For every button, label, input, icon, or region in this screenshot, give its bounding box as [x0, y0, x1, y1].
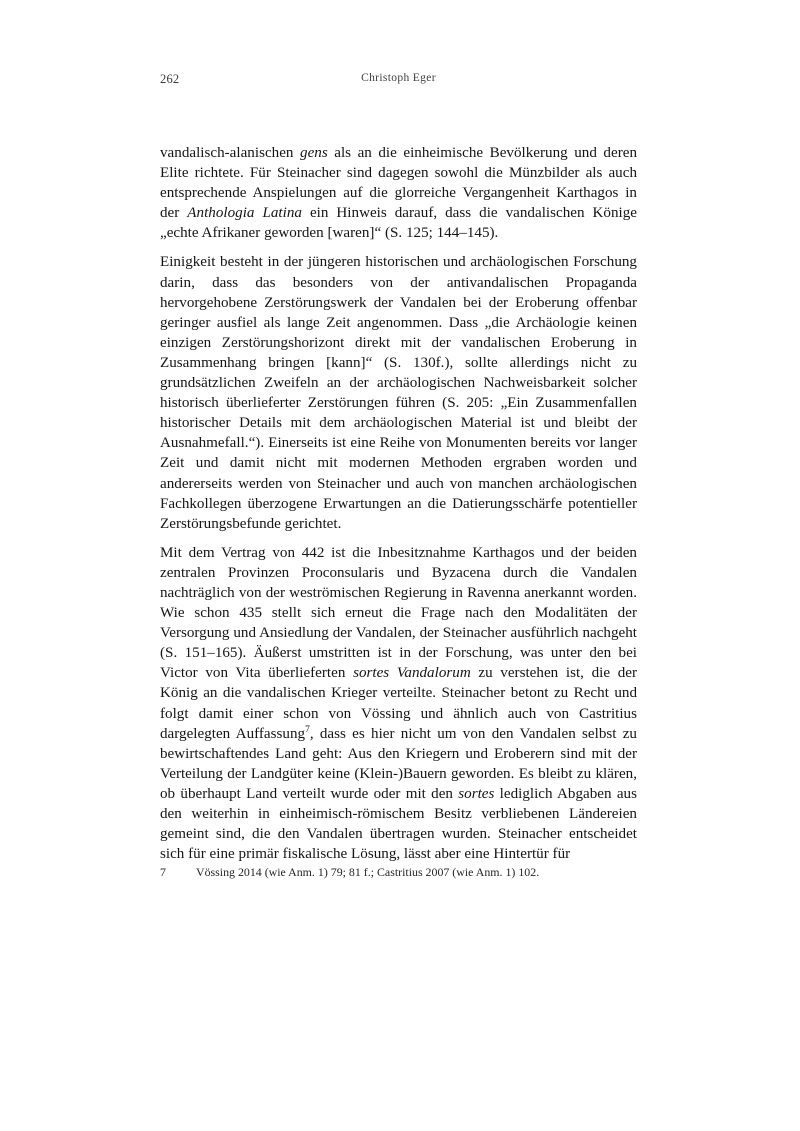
running-head-title: Christoph Eger	[361, 72, 436, 84]
footnote-number: 7	[160, 865, 166, 879]
body-paragraph	[160, 252, 637, 533]
footnote-area	[160, 864, 637, 880]
text-run: Mit dem Vertrag von 442 ist die Inbesitznahme Karthagos und der beiden zentralen Provinzen Proconsularis und Byzacena durch die Vandalen nachträglich von der weströmischen Regierung in Ravenna anerkannt worden. Wie schon 435 stellt sich erneut die Frage nach den Modalitäten der Versorgung und Ansiedlung der Vandalen, der Steinacher ausführlich nachgeht (S. 151–165). Äußerst umstritten ist in der Forschung, was unter den bei Victor von Vita überlieferten	[160, 544, 637, 682]
body-paragraph	[160, 143, 637, 243]
footnote-text: Vössing 2014 (wie Anm. 1) 79; 81 f.; Castritius 2007 (wie Anm. 1) 102.	[196, 865, 540, 879]
text-run: ein Hinweis darauf, dass die vandalischen Könige „echte Afrikaner geworden [waren]“ (S. 125; 144–145).	[160, 205, 637, 242]
main-text-block	[160, 143, 637, 864]
text-run: , dass es hier nicht um von den Vandalen selbst zu bewirtschaftendes Land geht: Aus den Kriegern und Eroberern sind mit der Verteilung der Landgüter keine (Klein-)Bauern geworden. Es bleibt zu klären, ob überhaupt Land verteilt wurde oder mit den	[160, 725, 637, 802]
footnote-reference-marker: 7	[305, 724, 310, 735]
text-run: Einigkeit besteht in der jüngeren historischen und archäologischen Forschung darin, dass das besonders von der antivandalischen Propaganda hervorgehobene Zerstörungswerk der Vandalen bei der Eroberung offenbar geringer ausfiel als lange Zeit angenommen. Dass „die Archäologie keinen einzigen Zerstörungshorizont direkt mit der vandalischen Eroberung in Zusammenhang bringen [kann]“ (S. 130f.), sollte allerdings nicht zu grundsätzlichen Zweifeln an der archäologischen Nachweisbarkeit solcher historisch überlieferter Zerstörungen führen (S. 205: „Ein Zusammenfallen historischer Details mit dem archäologischen Material ist und bleibt der Ausnahmefall.“). Einerseits ist eine Reihe von Monumenten bereits vor langer Zeit und damit nicht mit modernen Methoden ergraben worden und andererseits werden von Steinacher und auch von manchen archäologischen Fachkollegen überzogene Erwartungen an die Datierungsschärfe potentieller Zerstörungsbefunde gerichtet.	[160, 254, 637, 532]
text-run: zu verstehen ist, die der König an die vandalischen Krieger verteilte. Steinacher betont zu Recht und folgt damit einer schon von Vössing und ähnlich auch von Castritius dargelegten Auffassung	[160, 665, 638, 742]
italic-term: Anthologia Latina	[187, 205, 302, 222]
italic-term: sortes Vandalorum	[353, 665, 471, 682]
body-paragraph	[160, 543, 637, 865]
footnote	[160, 864, 637, 880]
text-run: als an die einheimische Bevölkerung und deren Elite richtete. Für Steinacher sind dagegen sowohl die Münzbilder als auch entsprechende Anspielungen auf die glorreiche Vergangenheit Karthagos in der	[160, 145, 638, 222]
text-run: vandalisch-alanischen	[160, 145, 301, 161]
italic-term: gens	[300, 145, 328, 161]
text-run: lediglich Abgaben aus den weiterhin in einheimisch-römischem Besitz verbliebenen Ländereien gemeint sind, die den Vandalen übertragen wurden. Steinacher entscheidet sich für eine primär fiskalische Lösung, lässt aber eine Hintertür für	[160, 785, 637, 863]
running-head	[160, 72, 637, 90]
italic-term: sortes	[458, 785, 495, 802]
page-number: 262	[160, 72, 180, 86]
